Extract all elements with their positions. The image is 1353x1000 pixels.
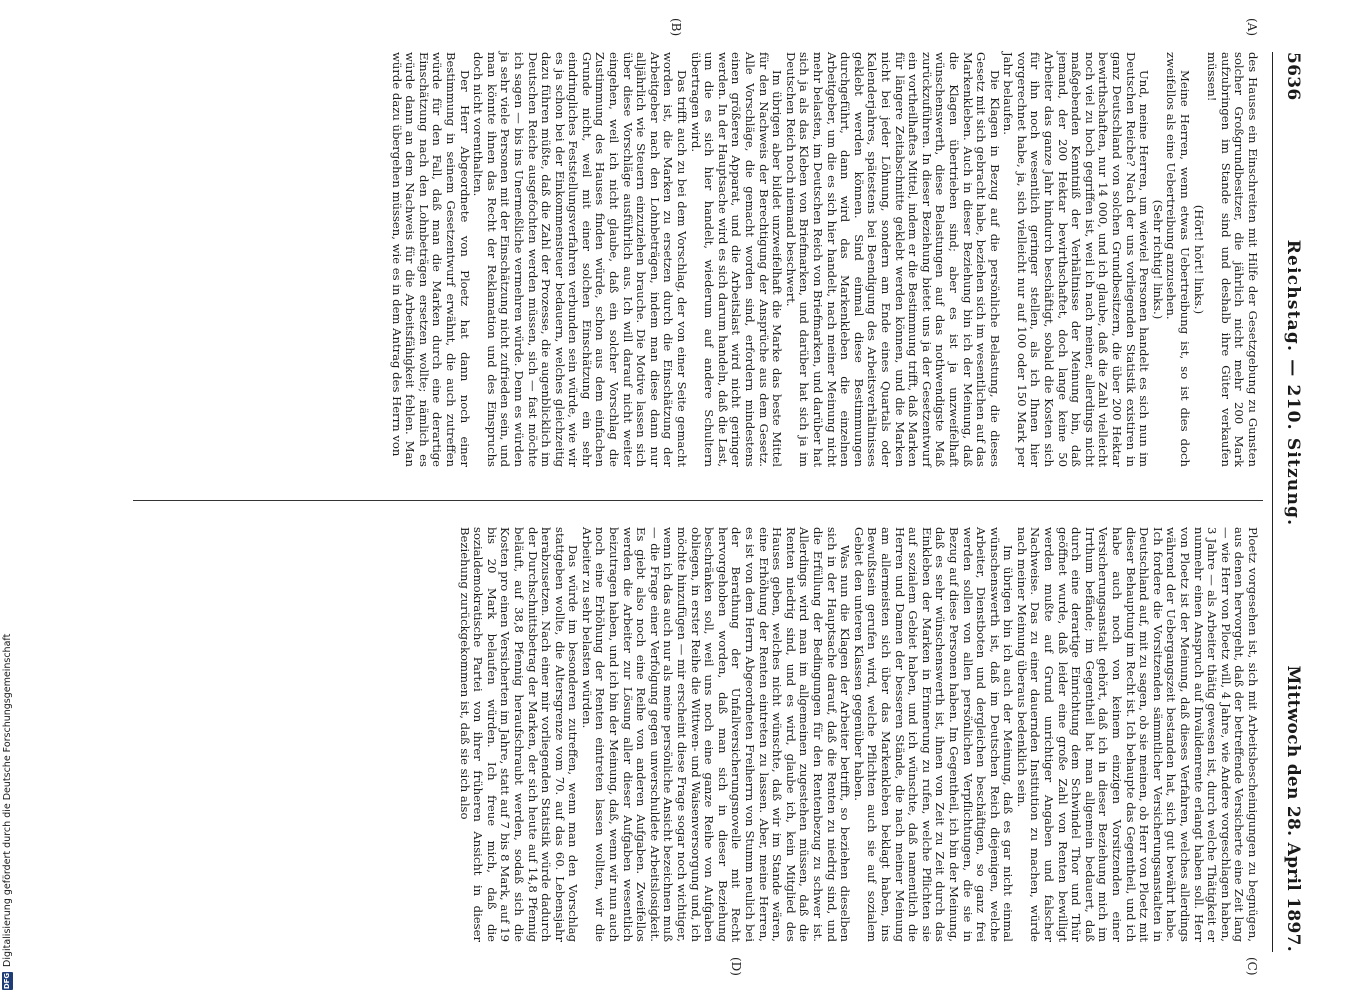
paragraph: Und, meine Herren, um wieviel Personen handelt es sich nun im Deutschen Reiche? Nach der uns vorliegenden Statistik existiren in ganz Deutschland von solchen Grundbesitzern, die über 200 Hektar bewirthschaften, nur 14 000, und ich glaube, daß die Zahl vielleicht noch viel zu hoch gegriffen ist, weil ich nach meiner, allerdings nicht maßgebenden Kenntniß der Verhältnisse der Meinung bin, daß jemand, der 200 Hektar bewirthschaftet, doch lange keine 50 Arbeiter das ganze Jahr hindurch beschäftigt, sobald die Kosten sich für ihn noch wesentlich geringer stellen, als ich Ihnen hier vorgerechnet habe, ja, sich vielleicht nur auf 100 oder 150 Mark per Jahr belaufen. xyxy=(1001,52,1152,467)
page-date: Mittwoch den 28. April 1897. xyxy=(1283,665,1303,952)
paragraph: Meine Herren, wenn etwas Uebertreibung ist, so ist dies doch zweifellos als eine Uebertreibung anzusehen. xyxy=(1164,52,1193,467)
margin-mark-a: (A) xyxy=(1245,18,1259,37)
right-column xyxy=(457,527,1259,942)
dfg-logo-icon: DFG xyxy=(3,972,11,990)
paragraph: Im übrigen bin ich auch der Meinung, daß es gar nicht einmal wünschenswerth ist, daß im Deutschen Reich diejenigen, welche Arbeiter, Dienstboten und dergleichen beschäftigen, so ganz frei werden sollen von allen persönlichen Verpflichtungen, die sie in Bezug auf diese Personen haben. Im Gegentheil, ich bin der Meinung, daß es sehr wünschenswerth ist, ihnen von Zeit zu Zeit durch das Einkleben der Marken in Erinnerung zu rufen, welche Pflichten sie auf sozialem Gebiet haben, und ich wünschte, daß namentlich die Herren und Damen der besseren Stände, die nach meiner Meinung am allermeisten sich über das Markenkleben beklagt haben, ins Bewußtsein gerufen wird, welche Pflichten auch sie auf sozialem Gebiet den unteren Klassen gegenüber haben. xyxy=(851,527,1016,942)
paragraph: Die Klagen in Bezug auf die persönliche Belastung, die dieses Gesetz mit sich gebracht habe, beziehen sich im wesentlichen auf das Markenkleben. Auch in dieser Beziehung bin ich der Meinung, daß die Klagen übertrieben sind; aber es ist ja unzweifelhaft wünschenswerth, diese Belastungen auf das nothwendigste Maß zurückzuführen. In dieser Beziehung bietet uns ja der Gesetzentwurf ein vortheilhaftes Mittel, indem er die Bestimmung trifft, daß Marken für längere Zeitabschnitte geklebt werden können, und die Marken nicht bei jeder Löhnung, sondern am Ende eines Quartals oder Kalenderjahres, spätestens bei Beendigung des Arbeitsverhältnisses geklebt werden können. Sind einmal diese Bestimmungen durchgeführt, dann wird das Markenkleben die einzelnen Arbeitgeber, um die es sich hier handelt, nach meiner Meinung nicht mehr belasten, im Deutschen Reich von Briefmarken, und darüber hat sich ja als das Kleben von Briefmarken, und darüber hat sich ja im Deutschen Reich noch niemand beschwert. xyxy=(783,52,1002,468)
margin-mark-b: (B) xyxy=(669,18,683,37)
paragraph: des Hauses ein Einschreiten mit Hilfe der Gesetzgebung zu Gunsten solcher Großgrundbesitzer, die jährlich nicht mehr 200 Mark aufzubringen im Stande sind und deshalb ihre Güter verkaufen müssen! xyxy=(1205,52,1260,467)
page-number: 5636 xyxy=(1283,52,1303,101)
margin-mark-c: (C) xyxy=(1245,957,1259,976)
paragraph: Was nun die Klagen der Arbeiter betrifft, so beziehen dieselben sich in der Hauptsache darauf, daß die Renten zu niedrig sind, und die Erfüllung der Bedingungen für den Rentenbezug zu schwer ist. Allerdings wird man im allgemeinen zugestehen müssen, daß die Renten niedrig sind, und es wird, glaube ich, kein Mitglied des Hauses geben, welches nicht wünschte, daß wir im Stande wären, eine Erhöhung der Renten eintreten zu lassen. Aber, meine Herren, es ist von dem Herrn Abgeordneten Freiherrn von Stumm neulich bei der Berathung der Unfallversicherungsnovelle mit Recht hervorgehoben worden, daß man sich in dieser Beziehung beschränken soll, weil uns noch eine ganze Reihe von Aufgaben obliegen, in erster Reihe die Wittwen- und Waisenversorgung und, ich möchte hinzufügen — mir erscheint diese Frage sogar noch wichtiger, wenn ich das auch nur als meine persönliche Ansicht bezeichnen muß — die Frage einer Verfolgung gegen unverschuldete Arbeitslosigkeit. Es giebt also noch eine Reihe von anderen Aufgaben. Zweifellos werden die Arbeiter zur Lösung aller dieser Aufgaben wesentlich beizutragen haben, und ich bin der Meinung, daß, wenn wir nun auch noch eine Erhöhung der Renten eintreten lassen wollten, wir die Arbeiter zu sehr belasten würden. xyxy=(579,527,853,942)
footer-credit-text: Digitalisierung gefördert durch die Deutsche Forschungsgemeinschaft xyxy=(2,633,13,967)
page-title: Reichstag. — 210. Sitzung. xyxy=(1283,239,1303,527)
paragraph: Im übrigen aber bildet unzweifelhaft die Marke das beste Mittel für den Nachweis der Berechtigung der Ansprüche aus dem Gesetz. Alle Vorschläge, die gemacht worden sind, erfordern mindestens einen größeren Apparat, und die Arbeitslast wird nicht geringer werden. In der Hauptsache wird es sich darum handeln, daß die Last, um die es sich hier handelt, wiederum auf andere Schultern übertragen wird. xyxy=(688,52,785,467)
page-header xyxy=(1275,52,1303,952)
left-column xyxy=(389,52,1259,467)
header-rule xyxy=(1272,52,1273,952)
paragraph: Das würde im besonderen zutreffen, wenn man den Vorschlag stattgeben wollte, die Altersgrenze vom 70. auf das 60. Lebensjahr herabzusetzen. Nach einer mir vorliegenden Statistik würde dadurch der Durchschnittsbetrag der Marken, der sich heute auf 14,8 Pfennig beläuft, auf 38,8 Pfennig heraufschraubt werden, sodaß sich die Kosten pro einen Versicherten im Jahre, statt auf 7 bis 8 Mark, auf 19 bis 20 Mark belaufen würden. Ich freue mich, daß die sozialdemokratische Partei von ihrer früheren Ansicht in dieser Beziehung zurückgekommen ist, daß sie sich also xyxy=(457,527,581,942)
interjection: (Sehr richtig! links.) xyxy=(1150,199,1165,320)
paragraph: Der Herr Abgeordnete von Ploetz hat dann noch einer Bestimmung in seinem Gesetzentwurf erwähnt, die auch zutreffen würde für den Fall, daß man die Marken durch eine derartige Einschätzung nach den Lohnbeträgen ersetzen wollte; nämlich es würde dann an dem Nachweis für die Arbeitsfähigkeit fehlen. Man würde dazu übergehen müssen, wie es in dem Antrag des Herrn von xyxy=(389,52,472,467)
interjection: (Hört! hört! links.) xyxy=(1191,204,1206,315)
column-divider xyxy=(133,500,1263,501)
footer-credit xyxy=(2,634,13,990)
paragraph: Das trifft auch zu bei dem Vorschlag, der von einer Seite gemacht worden ist, die Marken zu ersetzen durch die Einschätzung der Arbeitgeber nach den Lohnbeträgen, indem man diese dann nur alljährlich wie Steuern einzuziehen brauche. Die Motive lassen sich über diese Vorschläge ausführlich aus. Ich will darauf nicht weiter eingehen, weil ich nicht glaube, daß ein solcher Vorschlag die Zustimmung des Hauses finden würde, schon aus dem einfachen Grunde nicht, weil mit einer solchen Einschätzung ein sehr eindringliches Feststellungsverfahren verbunden sein würde, wie wir es ja schon bei der Einkommensteuer bedauern, welches gleichzeitig dazu führen müßte, daß die Zahl der Prozesse, die augenblicklich im Deutschen Reiche ausgefochten werden müssen, sich — fast möchte ich sagen — bis ins Unermeßliche vermehren würde. Denn es würden ja sehr viele Personen mit der Einschätzung nicht zufrieden sein, und man könnte ihnen das Recht der Reklamation und des Einspruchs doch nicht vorenthalten. xyxy=(471,52,690,467)
paragraph: Ploetz vorgesehen ist, sich mit Arbeitsbescheinigungen zu begnügen, aus denen hervorgeht, daß der betreffende Versicherte eine Zeit lang — wie Herr von Ploetz will, 4 Jahre, wie Andere vorgeschlagen haben, 3 Jahre — als Arbeiter thätig gewesen ist, durch welche Thätigkeit er nunmehr einen Anspruch auf Invalidenrente erlangt haben soll. Herr von Ploetz ist der Meinung, daß dieses Verfahren, welches allerdings während der Uebergangszeit bestanden hat, sich gut bewährt habe. Ich fordere die Vorsitzenden sämmtlicher Versicherungsanstalten in Deutschland auf, mit zu sagen, ob sie meinen, ob Herr von Ploetz mit dieser Behauptung im Recht ist. Ich behaupte das Gegentheil, und ich habe auch noch von keinem einzigen Vorsitzenden einer Versicherungsanstalt gehört, daß ich in dieser Beziehung mich im Irrthum befände; im Gegentheil hat man allgemein bedauert, daß durch eine derartige Einrichtung dem Schwindel Thor und Thür geöffnet wurde, daß leider eine große Zahl von Renten bewilligt werden mußte auf Grund unrichtiger Angaben und falscher Nachweise. Das zu einer dauernden Institution zu machen, würde nach meiner Meinung überaus bedenklich sein. xyxy=(1014,527,1260,942)
document-page xyxy=(33,18,1303,976)
margin-mark-d: (D) xyxy=(729,957,743,976)
